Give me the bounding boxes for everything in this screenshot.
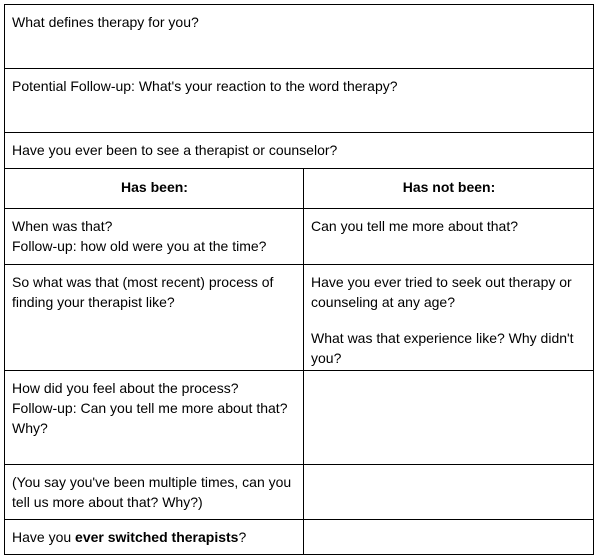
question-line: Why? [12,420,48,436]
column-header-has-been [4,168,304,209]
question-text-start: Have you [12,529,76,545]
has-been-cell-finding-process [4,264,304,371]
question-text-emphasis: ever switched therapists [75,529,239,545]
has-been-cell-switched-therapists [4,519,304,555]
question-line: What was that experience like? Why didn't you? [311,330,574,366]
question-line: Have you ever tried to seek out therapy or counseling at any age? [311,274,572,310]
question-text: What defines therapy for you? [12,14,199,30]
question-line: Follow-up: how old were you at the time? [12,238,267,254]
question-line: Follow-up: Can you tell me more about that? [12,400,288,416]
question-text: Have you ever been to see a therapist or counselor? [12,142,338,158]
question-cell-reaction-to-word [4,68,594,133]
question-line: So what was that (most recent) process of finding your therapist like? [12,274,274,310]
question-text: Potential Follow-up: What's your reaction to the word therapy? [12,78,398,94]
question-cell-therapy-definition [4,4,594,69]
question-text-end: ? [238,529,247,545]
has-not-been-cell-empty [303,464,594,520]
question-line: Can you tell me more about that? [311,218,519,234]
question-line: (You say you've been multiple times, can you tell us more about that? Why?) [12,474,292,510]
has-not-been-cell-empty [303,370,594,465]
has-not-been-cell-tell-more [303,208,594,265]
has-been-cell-feel-about-process [4,370,304,465]
has-been-cell-multiple-times [4,464,304,520]
question-line: How did you feel about the process? [12,380,239,396]
has-not-been-cell-empty [303,519,594,555]
header-text: Has not been: [402,179,496,195]
has-not-been-cell-seek-therapy [303,264,594,371]
question-line [12,527,297,547]
column-header-has-not-been [303,168,594,209]
question-line: When was that? [12,218,113,234]
has-been-cell-when [4,208,304,265]
header-text: Has been: [121,179,188,195]
question-cell-ever-seen-therapist [4,132,594,169]
